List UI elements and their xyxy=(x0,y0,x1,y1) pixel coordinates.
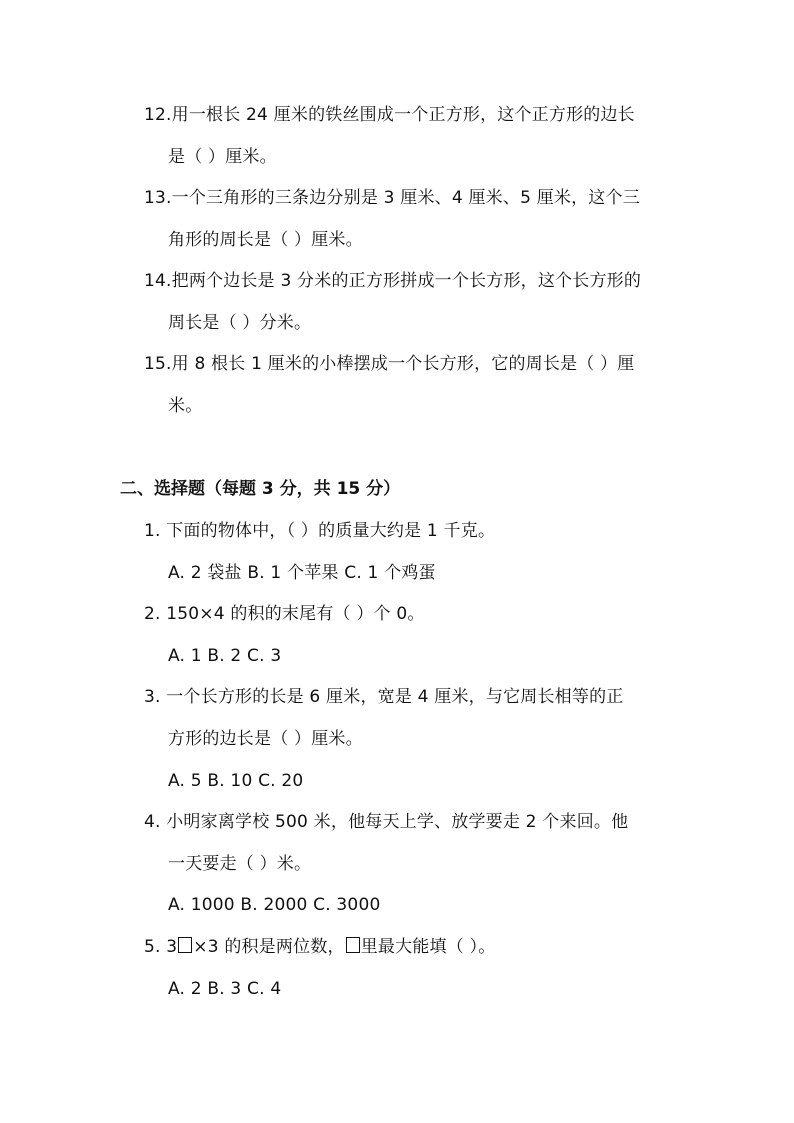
blank-box-icon xyxy=(346,937,360,953)
choice-question-4-line-2: 一天要走（ ）米。 xyxy=(168,854,312,874)
question-13-line-2: 角形的周长是（ ）厘米。 xyxy=(168,230,363,250)
choice-question-3-line-1: 3. 一个长方形的长是 6 厘米，宽是 4 厘米，与它周长相等的正 xyxy=(144,687,624,707)
choice-question-5 xyxy=(144,935,495,959)
choice-question-5-part-a: 5. 3 xyxy=(144,937,178,957)
blank-box-icon xyxy=(178,937,192,953)
choice-question-5-part-b: ×3 的积是两位数， xyxy=(193,937,345,957)
question-15-line-1: 15.用 8 根长 1 厘米的小棒摆成一个长方形，它的周长是（ ）厘 xyxy=(144,354,635,374)
choice-question-1: 1. 下面的物体中，（ ）的质量大约是 1 千克。 xyxy=(144,521,496,541)
choice-question-2: 2. 150×4 的积的末尾有（ ）个 0。 xyxy=(144,604,425,624)
question-14-line-2: 周长是（ ）分米。 xyxy=(168,313,312,333)
question-12-line-2: 是（ ）厘米。 xyxy=(168,147,277,167)
choice-question-3-line-2: 方形的边长是（ ）厘米。 xyxy=(168,729,363,749)
choice-question-5-options: A. 2 B. 3 C. 4 xyxy=(168,979,282,999)
choice-question-5-part-c: 里最大能填（ ）。 xyxy=(360,937,496,957)
choice-question-2-options: A. 1 B. 2 C. 3 xyxy=(168,646,282,666)
choice-question-4-line-1: 4. 小明家离学校 500 米，他每天上学、放学要走 2 个来回。他 xyxy=(144,812,629,832)
choice-question-4-options: A. 1000 B. 2000 C. 3000 xyxy=(168,895,381,915)
choice-question-3-options: A. 5 B. 10 C. 20 xyxy=(168,771,304,791)
question-14-line-1: 14.把两个边长是 3 分米的正方形拼成一个长方形，这个长方形的 xyxy=(144,271,642,291)
question-15-line-2: 米。 xyxy=(168,396,203,416)
section-2-title: 二、选择题（每题 3 分，共 15 分） xyxy=(120,479,401,499)
question-12-line-1: 12.用一根长 24 厘米的铁丝围成一个正方形，这个正方形的边长 xyxy=(144,105,635,125)
choice-question-1-options: A. 2 袋盐 B. 1 个苹果 C. 1 个鸡蛋 xyxy=(168,563,436,583)
question-13-line-1: 13.一个三角形的三条边分别是 3 厘米、4 厘米、5 厘米，这个三 xyxy=(144,188,640,208)
